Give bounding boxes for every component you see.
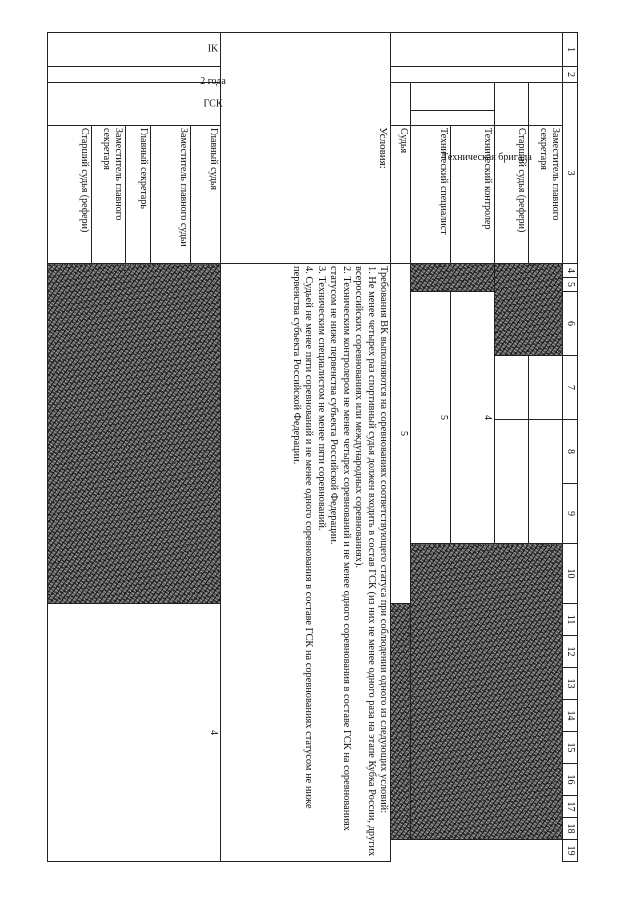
col-number: 19 — [563, 840, 578, 862]
col-number: 9 — [563, 484, 578, 544]
condition-line: 2. Техническим контролером не менее четырех соревнований и не менее одного соревнования в составе ГСК на соревнованиях статусом не ниже первенства субъекта Российской Федерации. — [328, 266, 352, 831]
role-cell: Старший судья (рефери) — [495, 126, 529, 264]
empty-cell — [391, 83, 411, 126]
category-label: IK — [48, 33, 221, 67]
empty-cell — [495, 83, 529, 126]
table-row — [391, 33, 411, 862]
col-number: 6 — [563, 292, 578, 356]
role-cell: Старший судья (рефери) — [48, 126, 92, 264]
scanned-shaded-area — [411, 544, 563, 840]
empty-cell — [529, 356, 563, 420]
role-cell: Главный секретарь — [126, 126, 151, 264]
col-number: 1 — [563, 33, 578, 67]
col-number: 10 — [563, 544, 578, 604]
role-cell: Судья — [391, 126, 411, 264]
empty-cell — [529, 420, 563, 544]
role-cell: Заместитель главного секретаря — [92, 126, 126, 264]
col-number: 13 — [563, 668, 578, 700]
role-cell: Главный судья — [191, 126, 221, 264]
col-number: 17 — [563, 796, 578, 818]
col-number: 7 — [563, 356, 578, 420]
empty-cell — [411, 83, 495, 111]
col-number: 11 — [563, 604, 578, 636]
rotated-table-wrapper — [74, 32, 578, 862]
brigade-label: Техническая бригада — [411, 111, 495, 126]
scanned-shaded-area — [495, 264, 563, 356]
table-row — [529, 33, 563, 862]
col-number: 5 — [563, 278, 578, 292]
qualification-table — [47, 32, 578, 862]
col-number: 15 — [563, 732, 578, 764]
condition-line: Требования ВК выполняются на соревнованиях соответствующего статуса при соблюдении одного из следующих условий: — [378, 266, 389, 814]
col-number: 8 — [563, 420, 578, 484]
empty-cell — [391, 33, 563, 67]
conditions-text — [221, 264, 391, 862]
scanned-shaded-area — [391, 604, 411, 840]
value-cell: 5 — [391, 264, 411, 604]
empty-cell — [391, 67, 563, 83]
col-number: 4 — [563, 264, 578, 278]
role-cell: Технический специалист — [411, 126, 451, 264]
value-cell: 4 — [451, 292, 495, 544]
empty-cell — [529, 83, 563, 126]
condition-line: 1. Не менее четырех раз спортивный судья должен входить в состав ГСК (из них не менее одного раза на этапе Кубка России, других всероссийских соревнованиях или международных соревнованиях). — [353, 266, 377, 857]
value-cell: 5 — [411, 292, 451, 544]
conditions-label: Условия: — [221, 33, 391, 264]
col-number: 12 — [563, 636, 578, 668]
scanned-shaded-area — [411, 264, 495, 292]
period-label: 2 года — [48, 67, 221, 83]
col-number: 18 — [563, 818, 578, 840]
role-cell: Заместитель главного секретаря — [529, 126, 563, 264]
role-cell: Заместитель главного судьи — [151, 126, 191, 264]
gsk-label: ГСК — [48, 83, 221, 126]
condition-line: 4. Судьей не менее пяти соревнований и не менее одного соревнования в составе ГСК на соревнованиях статусом не ниже первенства субъекта Российской Федерации. — [290, 266, 315, 809]
empty-cell — [495, 356, 529, 420]
conditions-row — [221, 33, 391, 862]
col-number: 14 — [563, 700, 578, 732]
condition-line: 3. Техническим специалистом не менее пяти соревнований. — [315, 266, 327, 531]
value-cell: 4 — [48, 604, 221, 862]
col-number: 16 — [563, 764, 578, 796]
column-number-row — [563, 33, 578, 862]
table-row — [191, 33, 221, 862]
col-number: 2 — [563, 67, 578, 83]
scanned-shaded-area — [48, 264, 221, 604]
empty-cell — [495, 420, 529, 544]
role-cell: Технический контролер — [451, 126, 495, 264]
col-number: 3 — [563, 83, 578, 264]
